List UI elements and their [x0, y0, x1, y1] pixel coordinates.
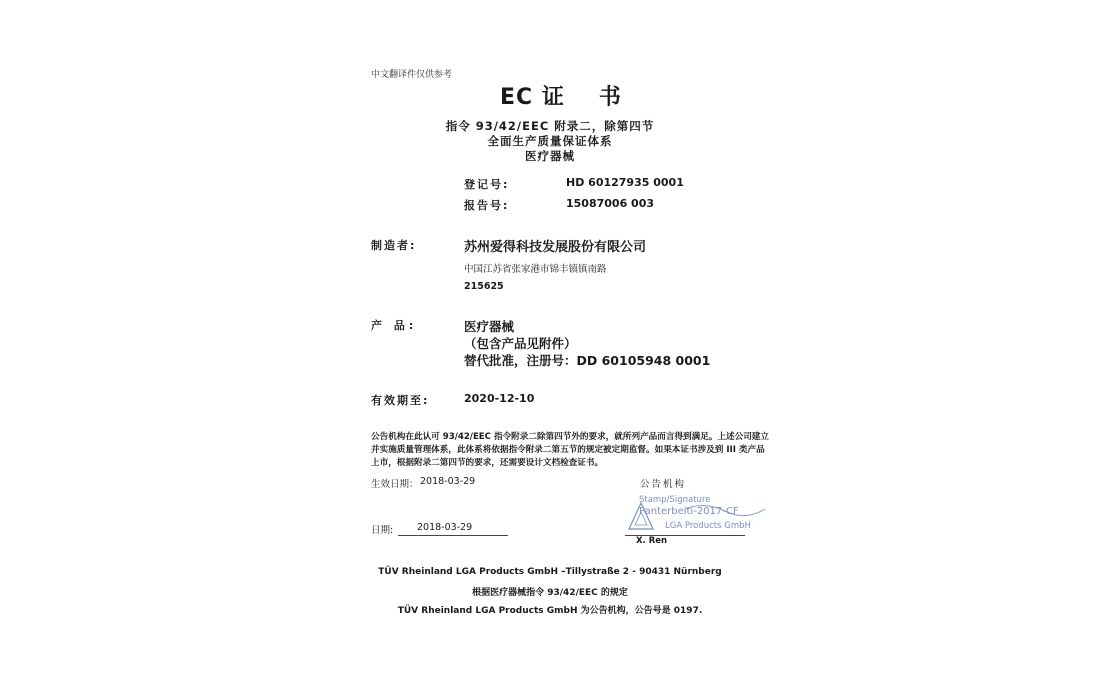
reg-label: 登记号: — [464, 178, 510, 191]
validity-value: 2020-12-10 — [464, 392, 535, 405]
certificate-title — [500, 80, 622, 111]
effective-date-value: 2018-03-29 — [420, 476, 476, 487]
effective-date-label: 生效日期： — [371, 479, 419, 490]
stamp-text-line1: Stamp/Signature — [639, 495, 711, 505]
footer-line2: 根据医疗器械指令 93/42/EEC 的规定 — [472, 588, 628, 598]
title-part2: 书 — [598, 85, 622, 110]
product-line2: （包含产品见附件） — [464, 336, 577, 351]
subtitle-line1: 指令 93/42/EEC 附录二，除第四节 — [445, 119, 655, 133]
signature-stamp — [625, 495, 790, 535]
report-value: 15087006 003 — [566, 197, 655, 210]
manufacturer-address: 中国江苏省张家港市锦丰镇镇南路 — [464, 264, 607, 275]
stamp-text-line3: LGA Products GmbH — [665, 521, 751, 531]
notified-body-label: 公告机构 — [640, 479, 687, 490]
subtitle-line3: 医疗器械 — [525, 149, 575, 163]
footer-line1: TÜV Rheinland LGA Products GmbH –Tillystraße 2 - 90431 Nürnberg — [378, 567, 722, 577]
report-label: 报告号: — [464, 199, 510, 212]
product-line3: 替代批准，注册号：DD 60105948 0001 — [464, 353, 711, 368]
title-part1: EC 证 — [500, 85, 565, 110]
footer-line3: TÜV Rheinland LGA Products GmbH 为公告机构，公告号是 0197. — [397, 606, 703, 616]
manufacturer-name: 苏州爱得科技发展股份有限公司 — [464, 240, 647, 255]
stamp-text-line2: Panterbeiti-2017-CF — [639, 506, 739, 517]
date-underline — [398, 535, 508, 536]
signer-name: X. Ren — [636, 536, 668, 546]
product-line1: 医疗器械 — [464, 319, 515, 334]
date-label: 日期: — [371, 525, 394, 536]
statement-paragraph: 公告机构在此认可 93/42/EEC 指令附录二除第四节外的要求，就所列产品而言得到满足。上述公司建立并实施质量管理体系，此体系将依据指令附录二第五节的规定被定期监督。如果本证书涉及到 III 类产品上市，根据附录二第四节的要求，还需要设计文档检查证书。 — [371, 432, 769, 468]
product-label: 产 品: — [371, 319, 418, 332]
reg-value: HD 60127935 0001 — [566, 176, 684, 189]
date-value: 2018-03-29 — [417, 522, 473, 533]
validity-label: 有效期至: — [371, 394, 430, 407]
manufacturer-label: 制造者: — [371, 239, 417, 252]
subtitle-line2: 全面生产质量保证体系 — [487, 134, 613, 148]
manufacturer-postcode: 215625 — [464, 281, 504, 292]
translation-note: 中文翻译件仅供参考 — [371, 70, 453, 80]
